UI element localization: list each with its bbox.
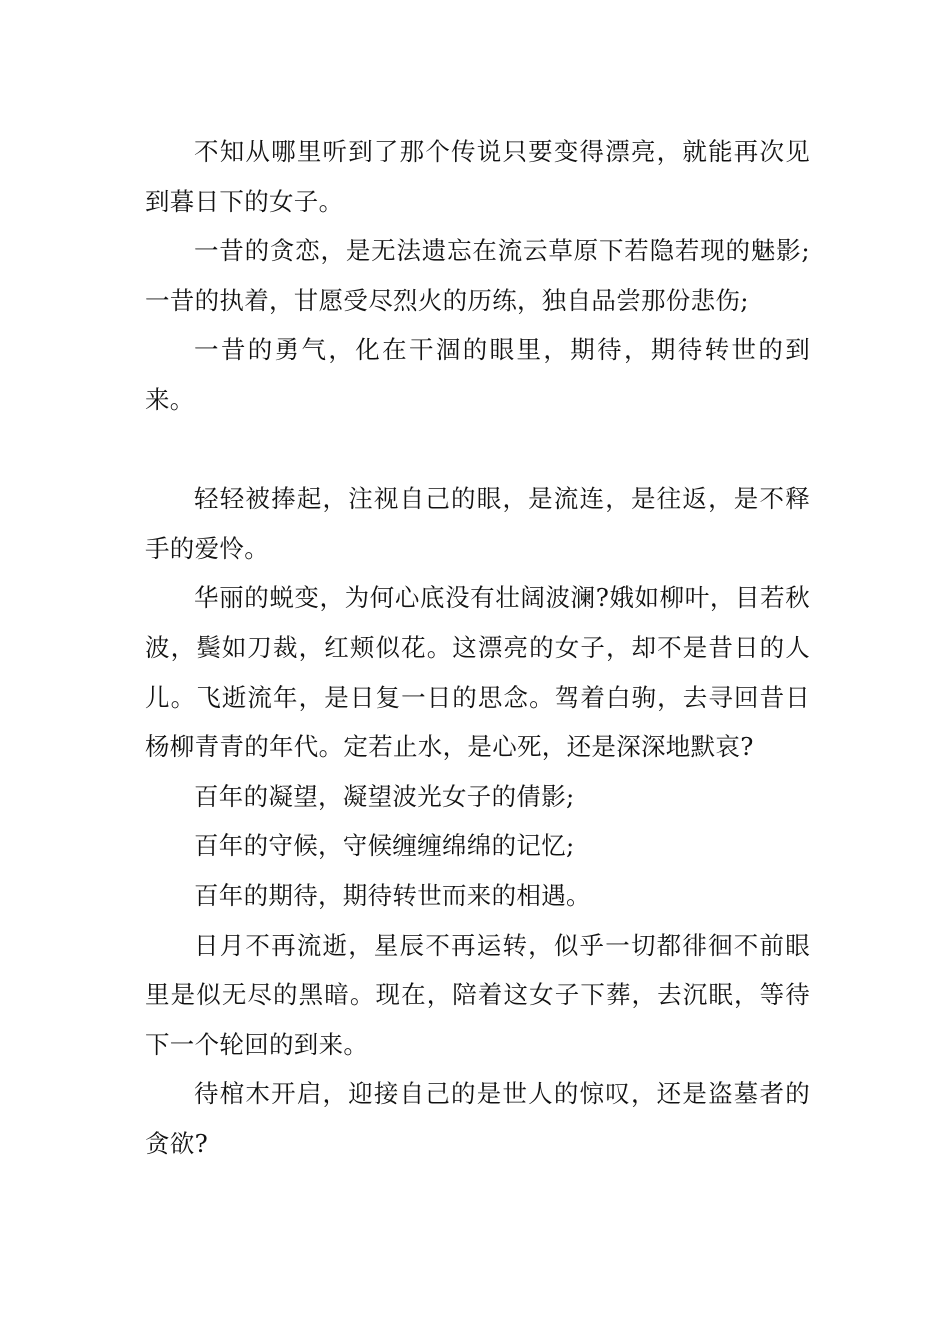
paragraph-3: 一昔的勇气，化在干涸的眼里，期待，期待转世的到来。 [145,335,810,414]
paragraph-6: 百年的凝望，凝望波光女子的倩影; [194,781,575,811]
paragraph-2: 一昔的贪恋，是无法遗忘在流云草原下若隐若现的魅影;一昔的执着，甘愿受尽烈火的历练，独自品尝那份悲伤; [145,236,810,315]
paragraph-9: 日月不再流逝，星辰不再运转，似乎一切都徘徊不前眼里是似无尽的黑暗。现在，陪着这女子下葬，去沉眠，等待下一个轮回的到来。 [145,930,810,1059]
paragraph-8: 百年的期待，期待转世而来的相遇。 [194,880,591,910]
document-body [145,127,810,1168]
paragraph-7: 百年的守候，守候缠缠绵绵的记忆; [194,831,575,861]
paragraph-4: 轻轻被捧起，注视自己的眼，是流连，是往返，是不释手的爱怜。 [145,484,810,563]
paragraph-spacer [145,425,810,475]
paragraph-5: 华丽的蜕变，为何心底没有壮阔波澜?娥如柳叶，目若秋波，鬓如刀裁，红颊似花。这漂亮的女子，却不是昔日的人儿。飞逝流年，是日复一日的思念。驾着白驹，去寻回昔日杨柳青青的年代。定若止水，是心死，还是深深地默哀? [145,583,810,762]
paragraph-1: 不知从哪里听到了那个传说只要变得漂亮，就能再次见到暮日下的女子。 [145,137,810,216]
paragraph-10: 待棺木开启，迎接自己的是世人的惊叹，还是盗墓者的贪欲? [145,1079,810,1158]
